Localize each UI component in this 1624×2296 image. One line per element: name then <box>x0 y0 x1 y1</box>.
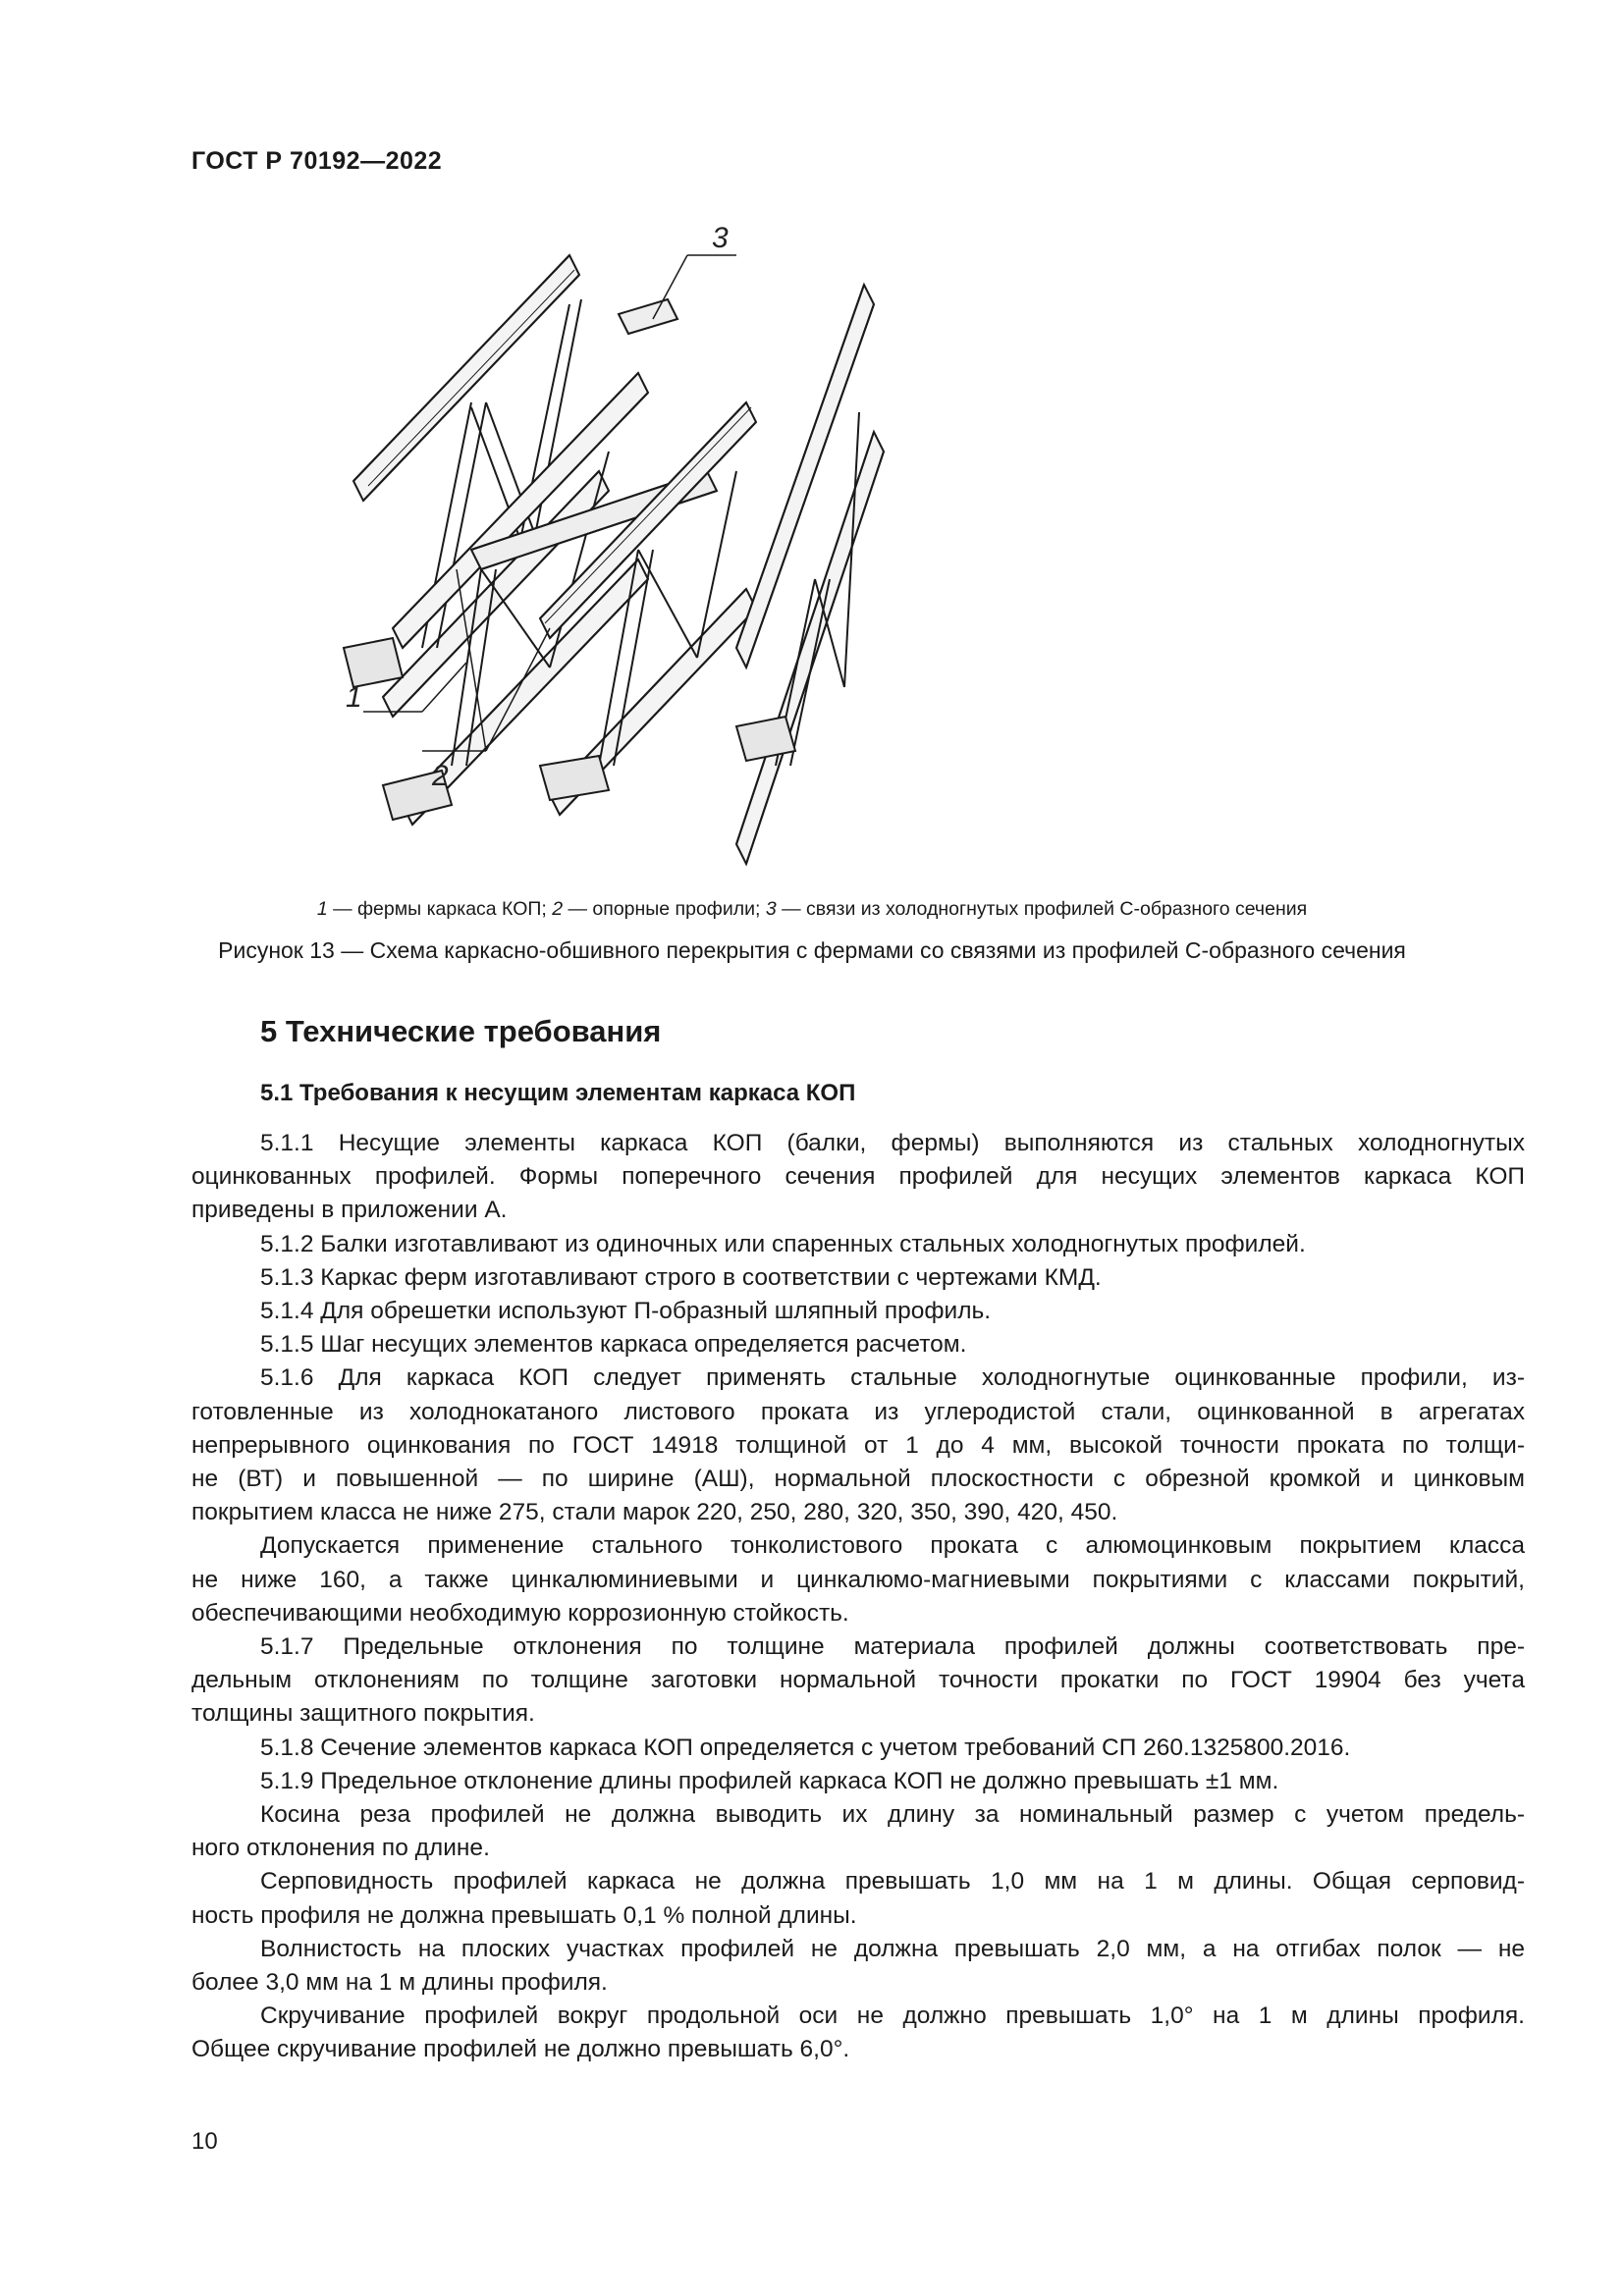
text-line: Волнистость на плоских участках профилей не должна превышать 2,0 мм, а на отгибах полок — не <box>260 1935 1525 1962</box>
text-line: Скручивание профилей вокруг продольной оси не должно превышать 1,0° на 1 м длины профиля. <box>260 2002 1525 2030</box>
text-line: Допускается применение стального тонколистового проката с алюмоцинковым покрытием класса <box>260 1532 1525 1560</box>
truss-4 <box>736 285 884 864</box>
callout-2: 2 <box>432 760 449 792</box>
section-heading: 5 Технические требования <box>260 1014 662 1048</box>
text-line: Косина реза профилей не должна выводить их длину за номинальный размер с учетом предель- <box>260 1801 1525 1829</box>
text-line: Серповидность профилей каркаса не должна превышать 1,0 мм на 1 м длины. Общая серповид- <box>260 1868 1525 1896</box>
text-line: 5.1.6 Для каркаса КОП следует применять стальные холодногнутые оцинкованные профили, из- <box>260 1364 1525 1392</box>
legend-text-3: — связи из холодногнутых профилей С-образного сечения <box>776 898 1308 920</box>
legend-text-1: — фермы каркаса КОП; <box>327 898 553 920</box>
text-line: ность профиля не должна превышать 0,1 % полной длины. <box>191 1901 857 1929</box>
callout-1: 1 <box>346 681 362 714</box>
figure-caption: Рисунок 13 — Схема каркасно-обшивного перекрытия с фермами со связями из профилей С-образного сечения <box>218 937 1406 963</box>
text-line: 5.1.1 Несущие элементы каркаса КОП (балки, фермы) выполняются из стальных холодногнутых <box>260 1130 1525 1156</box>
text-line: толщины защитного покрытия. <box>191 1700 535 1728</box>
text-line: обеспечивающими необходимую коррозионную стойкость. <box>191 1599 849 1627</box>
text-line: готовленные из холоднокатаного листового проката из углеродистой стали, оцинкованной в агрегатах <box>191 1398 1525 1425</box>
text-line: 5.1.3 Каркас ферм изготавливают строго в соответствии с чертежами КМД. <box>260 1263 1102 1291</box>
text-line: Общее скручивание профилей не должно превышать 6,0°. <box>191 2036 850 2063</box>
text-line: 5.1.7 Предельные отклонения по толщине материала профилей должны соответствовать пре- <box>260 1633 1525 1661</box>
text-line: 5.1.9 Предельное отклонение длины профилей каркаса КОП не должно превышать ±1 мм. <box>260 1767 1279 1794</box>
text-line: 5.1.2 Балки изготавливают из одиночных или спаренных стальных холодногнутых профилей. <box>260 1230 1306 1257</box>
text-line: 5.1.4 Для обрешетки используют П-образный шляпный профиль. <box>260 1298 992 1325</box>
text-line: не ниже 160, а также цинкалюминиевыми и цинкалюмо-магниевыми покрытиями с классами покрытий, <box>191 1566 1525 1593</box>
text-line: дельным отклонениям по толщине заготовки нормальной точности прокатки по ГОСТ 19904 без учета <box>191 1667 1525 1694</box>
legend-num-1: 1 <box>316 898 328 920</box>
callout-3: 3 <box>712 222 729 254</box>
figure-legend <box>147 898 1477 921</box>
legend-num-2: 2 <box>552 898 564 920</box>
body-text <box>191 1127 1525 2067</box>
text-line: покрытием класса не ниже 275, стали марок 220, 250, 280, 320, 350, 390, 420, 450. <box>191 1499 1118 1526</box>
text-line: оцинкованных профилей. Формы поперечного сечения профилей для несущих элементов каркаса КОП <box>191 1163 1525 1191</box>
legend-num-3: 3 <box>765 898 777 920</box>
document-header: ГОСТ Р 70192—2022 <box>191 147 443 175</box>
legend-text-2: — опорные профили; <box>563 898 766 920</box>
page-number: 10 <box>191 2128 218 2155</box>
text-line: 5.1.8 Сечение элементов каркаса КОП определяется с учетом требований СП 260.1325800.2016. <box>260 1734 1351 1761</box>
text-line: приведены в приложении А. <box>191 1197 508 1224</box>
text-line: не (ВТ) и повышенной — по ширине (АШ), нормальной плоскостности с обрезной кромкой и цинковым <box>191 1466 1525 1493</box>
text-line: непрерывного оцинкования по ГОСТ 14918 толщиной от 1 до 4 мм, высокой точности проката по толщи- <box>191 1431 1525 1459</box>
text-line: 5.1.5 Шаг несущих элементов каркаса определяется расчетом. <box>260 1331 967 1359</box>
subsection-heading: 5.1 Требования к несущим элементам каркаса КОП <box>260 1080 856 1106</box>
text-line: ного отклонения по длине. <box>191 1835 490 1862</box>
truss-diagram <box>324 216 1404 883</box>
text-line: более 3,0 мм на 1 м длины профиля. <box>191 1969 608 1997</box>
